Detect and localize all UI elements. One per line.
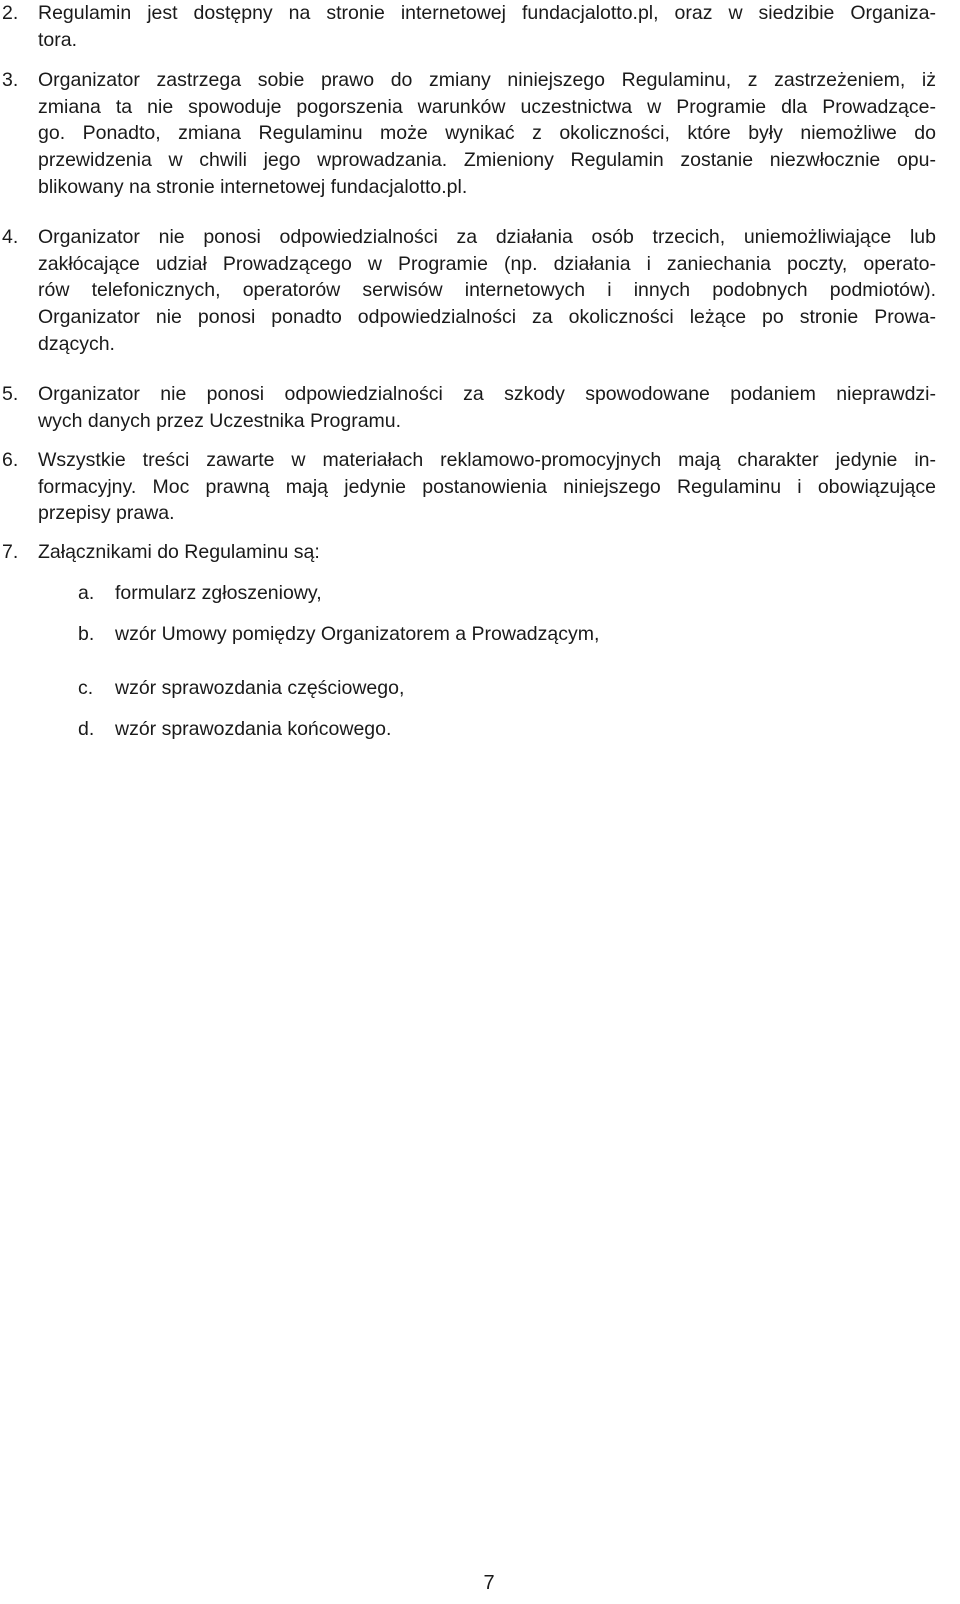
text-line: Organizator nie ponosi odpowiedzialności za szkody spowodowane podaniem nieprawdzi- <box>38 383 936 405</box>
text-line: przepisy prawa. <box>38 502 175 525</box>
text-line: Wszystkie treści zawarte w materiałach reklamowo-promocyjnych mają charakter jedynie in- <box>38 449 936 471</box>
text-line: rów telefonicznych, operatorów serwisów internetowych i innych podobnych podmiotów). <box>38 279 936 302</box>
text-line: tora. <box>38 28 78 51</box>
item-number: 2. <box>2 2 19 24</box>
item-text <box>38 447 936 527</box>
text-line: Załącznikami do Regulaminu są: <box>38 541 320 563</box>
text-line: blikowany na stronie internetowej fundacjalotto.pl. <box>38 175 468 198</box>
text-line: formacyjny. Moc prawną mają jedynie postanowienia niniejszego Regulaminu i obowiązujące <box>38 475 936 498</box>
text-line: dzących. <box>38 332 115 355</box>
text-line: Organizator nie ponosi odpowiedzialności za działania osób trzecich, uniemożliwiające lub <box>38 226 936 248</box>
item-text <box>38 0 936 53</box>
text-line: przewidzenia w chwili jego wprowadzania. Zmieniony Regulamin zostanie niezwłocznie opu- <box>38 149 936 172</box>
page-number: 7 <box>483 1572 495 1594</box>
attachment-letter: a. <box>78 582 95 604</box>
attachment-text: wzór Umowy pomiędzy Organizatorem a Prowadzącym, <box>115 623 600 645</box>
item-number: 7. <box>2 541 19 563</box>
attachment-letter: c. <box>78 677 94 699</box>
text-line: zmiana ta nie spowoduje pogorszenia warunków uczestnictwa w Programie dla Prowadzące- <box>38 95 936 118</box>
text-line: Regulamin jest dostępny na stronie internetowej fundacjalotto.pl, oraz w siedzibie Organiza- <box>38 2 936 24</box>
item-text <box>38 381 936 434</box>
item-text <box>38 224 936 358</box>
text-line: Organizator nie ponosi ponadto odpowiedzialności za okoliczności leżące po stronie Prowa- <box>38 306 936 329</box>
attachment-text: wzór sprawozdania końcowego. <box>115 718 392 740</box>
item-number: 6. <box>2 449 19 471</box>
item-text <box>38 539 936 566</box>
text-line: wych danych przez Uczestnika Programu. <box>38 409 402 432</box>
text-line: Organizator zastrzega sobie prawo do zmiany niniejszego Regulaminu, z zastrzeżeniem, iż <box>38 69 936 91</box>
attachment-letter: d. <box>78 718 95 740</box>
item-text <box>38 67 936 201</box>
attachment-letter: b. <box>78 623 95 645</box>
item-number: 3. <box>2 69 19 91</box>
text-line: zakłócające udział Prowadzącego w Programie (np. działania i zaniechania poczty, operato- <box>38 252 936 275</box>
item-number: 5. <box>2 383 19 405</box>
attachment-text: wzór sprawozdania częściowego, <box>115 677 405 699</box>
text-line: go. Ponadto, zmiana Regulaminu może wynikać z okoliczności, które były niemożliwe do <box>38 122 936 145</box>
attachment-text: formularz zgłoszeniowy, <box>115 582 322 604</box>
item-number: 4. <box>2 226 19 248</box>
